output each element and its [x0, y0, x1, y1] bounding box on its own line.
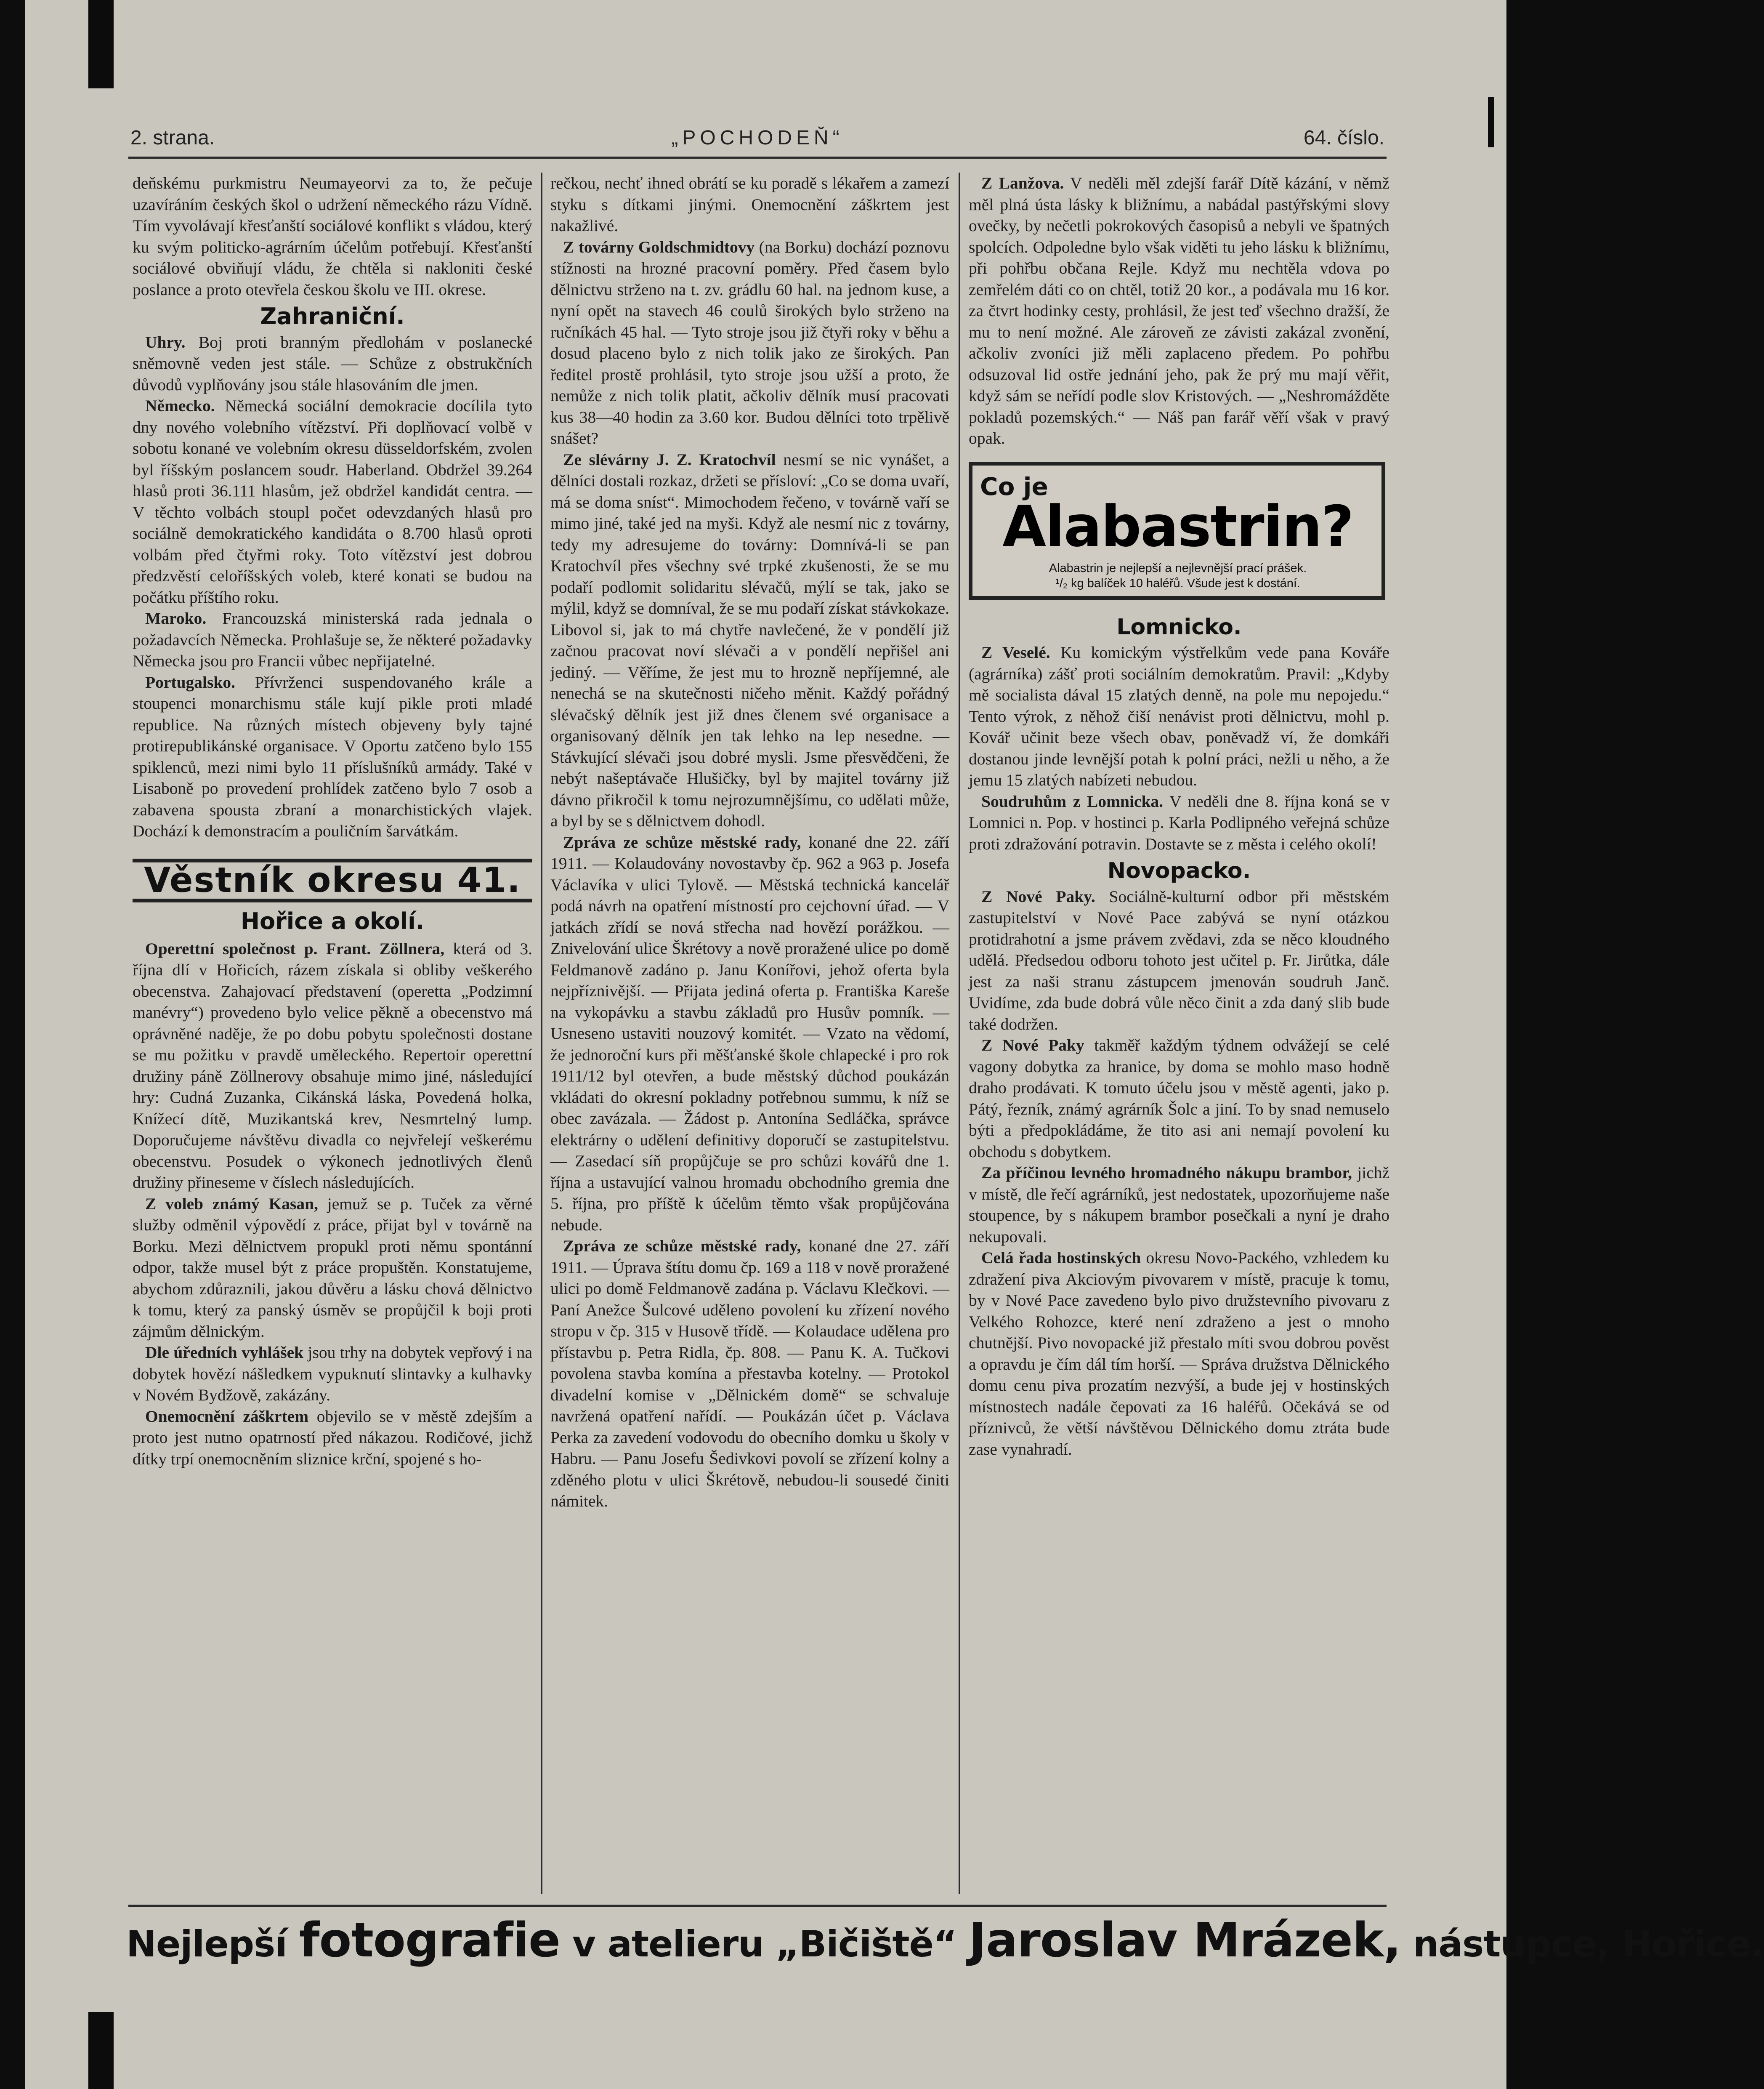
article-text: takměř každým týdnem odvážejí se celé vagony dobytka za hranice, by doma se mohlo maso hodně draho prodávati. K tomuto účelu jsou v městě agenti, jako p. Pátý, řezník, známý agrárník Šolc a jiní. To by snad nemuselo býti a předpokládáme, že tito asi ani nemají povolení ku obchodu s dobytkem.	[969, 1036, 1390, 1161]
page-number: 2. strana.	[130, 127, 215, 149]
article-title: Z Veselé.	[981, 643, 1050, 662]
photographer-advertisement	[126, 1913, 1764, 1968]
article-text: okresu Novo-Packého, vzhledem ku zdražení piva Akciovým pivovarem v místě, pracuje k tomu, by v Nové Pace zavedeno bylo pivo družstevního pivovaru z Velkého Rohozce, které není zdraženo a jest o mnoho chutnější. Pivo novopacké již přestalo míti svou dobrou pověst a opravdu je čím dál tím horší. — Správa družstva Dělnického domu cenu piva prozatím nezvýší, a bude jej v hostinských místnostech nadále čepovati za 16 haléřů. Očekává se od příznivců, že větší návštěvou Dělnického domu ztráta bude zase vynahradí.	[969, 1248, 1390, 1458]
article-lanzov	[969, 173, 1389, 449]
scan-artifact	[88, 0, 114, 88]
ad-brand-name: Alabastrin?	[1002, 493, 1353, 559]
header-rule	[128, 157, 1387, 159]
article-title: Z Nové Paky	[981, 1036, 1084, 1054]
section-heading: Novopacko.	[1107, 858, 1251, 884]
article-title: Zpráva ze schůze městské rady,	[563, 833, 801, 852]
article-text: Francouzská ministerská rada jednala o požadavcích Německa. Prohlašuje se, že některé požadavky Německa jsou pro Francii vůbec nepřijatelné.	[133, 609, 532, 670]
article-soudruhum	[969, 791, 1389, 855]
section-heading: Lomnicko.	[1116, 614, 1242, 640]
article-title: Operettní společnost p. Frant. Zöllnera,	[145, 939, 445, 958]
article-title: Z Lanžova.	[981, 174, 1064, 192]
article-zprava-1	[550, 832, 949, 1236]
vestnik-banner: Věstník okresu 41.	[133, 859, 532, 903]
article-kasan	[133, 1193, 532, 1342]
column-divider	[959, 173, 960, 1894]
article-title: Maroko.	[145, 609, 207, 628]
article-nemecko	[133, 395, 532, 608]
article-text: jemuž se p. Tuček za věrné služby odměnil výpovědí z práce, přijat byl v továrně na Borku. Mezi dělnictvem propukl proti němu spontánní odpor, takže musel být z práce propuštěn. Konstatujeme, abychom zdůraznili, jakou důvěru a lásku chová dělnictvo k tomu, který za panský úsměv se propůjčil k boji proti zájmům dělnickým.	[133, 1194, 532, 1341]
article-text: jsou trhy na dobytek vepřový i na dobytek hovězí nášledkem vypuknutí slintavky a kulhavky v Novém Bydžově, zakázány.	[133, 1343, 532, 1404]
article-text: V neděli měl zdejší farář Dítě kázání, v němž měl plná ústa lásky k bližnímu, a nabádal pastýřskými slovy ovečky, by nečetli pokrokových časopisů a nebyli ve špatných spolcích. Odpoledne bylo však viděti tu jeho lásku k bližnímu, při pohřbu občana Rejle. Když mu nechtěla vdova po zemřelém dáti co on chtěl, totiž 20 kor., a podávala mu 16 kor. za čtvrt hodinky cesty, prohlásil, že jest teď všechno dražší, že mu to není možné. Ale zároveň ze závisti zakázal zvonění, ačkoliv zvoníci již měli zaplaceno předem. Po pohřbu odsuzoval lid ostře jednání jeho, pak že prý mu mají věřit, když sám se neřídí podle slov Kristových. — „Neshromážděte pokladů pozemských.“ — Náš pan farář věří však v pravý opak.	[969, 174, 1389, 447]
scan-edge-mark	[1488, 97, 1494, 147]
page-header	[130, 126, 1384, 156]
article-zprava-2	[550, 1235, 949, 1512]
article-title: Onemocnění záškrtem	[145, 1407, 309, 1426]
article-title: Za příčinou levného hromadného nákupu brambor,	[981, 1163, 1352, 1182]
ad-word-emphasis: fotografie	[299, 1913, 560, 1968]
article-text: objevilo se v městě zdejším a proto jest nutno opatrností před nákazou. Rodičové, jichž dítky trpí onemocněním sliznice krční, spojené s ho-	[133, 1407, 533, 1468]
article-text: (na Borku) dochází poznovu stížnosti na hrozné pracovní poměry. Před časem bylo dělnictvu strženo na t. zv. grádlu 60 hal. na jednom kuse, a nyní opět na stavech 46 coulů širokých bylo strženo na ručníkách 45 hal. — Tyto stroje jsou již čtyři roky v běhu a dosud placeno bylo z nich tolik jako ze širokých. Pan ředitel prostě prohlásil, tyto stroje jsou užší a proto, že nemůže z nich tolik platit, ačkoliv dělník musí pracovati kus 38—40 hodin za 3.60 kor. Budou dělníci toto trpělivě snášet?	[550, 237, 949, 447]
article-maroko	[133, 608, 532, 672]
newspaper-page	[25, 0, 1764, 2089]
article-title: Z Nové Paky.	[981, 887, 1095, 906]
article-brambory	[969, 1162, 1389, 1247]
article-title: Zpráva ze schůze městské rady,	[563, 1237, 801, 1255]
article-text: konané dne 27. září 1911. — Úprava štítu domu čp. 169 a 118 v nově proražené ulici po domě Feldmanově zadána p. Václavu Klečkovi. — Paní Anežce Šulcové uděleno povolení ku zřízení nového stropu v čp. 315 v Husově třídě. — Kolaudace udělena pro přístavbu p. Petra Ridla, čp. 808. — Panu K. A. Tučkovi povolena stavba komína a přestavba kotelny. — Protokol divadelní komise v „Dělnickém domě“ se schvaluje navržená opatření nařídí. — Poukázán účet p. Václava Perka za zavedení vodovodu do obecního domku u školy v Habru. — Panu Josefu Šedivkovi povolí se zřízení kolny a zděného plotu v ulici Škrétově, nebudou-li sousedé činiti námitek.	[550, 1237, 950, 1510]
section-heading: Hořice a okolí.	[240, 908, 425, 934]
ad-word: v atelieru „Bičiště“	[572, 1923, 957, 1965]
article-vesele	[969, 642, 1389, 791]
article-title: Ze slévárny J. Z. Kratochvíl	[563, 450, 776, 469]
article-title: Uhry.	[145, 333, 186, 351]
article-nova-paka-1	[969, 886, 1389, 1035]
article-text: Sociálně-kulturní odbor při městském zastupitelství v Nové Pace zabývá se nyní otázkou protidrahotní a jsme právem zvědavi, zda se něco kloudného udělá. Předsedou odboru tohoto jest učitel p. Fr. Jirůtka, dále jest za naši stranu zástupcem jmenován soudruh Janč. Uvidíme, zda bude dobrá vůle něco činit a zda daný slib bude také dodržen.	[969, 887, 1390, 1033]
column-3	[969, 173, 1389, 1460]
footer-rule	[128, 1905, 1387, 1907]
section-heading: Zahraniční.	[260, 303, 405, 330]
ad-photographer-name: Jaroslav Mrázek,	[969, 1913, 1401, 1968]
newspaper-title: „POCHODEŇ“	[671, 127, 844, 149]
article-intro: deňskému purkmistru Neumayeorvi za to, že pečuje uzavíráním českých škol o udržení německého rázu Vídně. Tím vyvolávají křesťanští sociálové konflikt s vládou, který ku svým politicko-agrárním účelům potřebují. Křesťanští sociálové obviňují vládu, že chtěla si nakloniti české poslance a proto otevřela českou školu ve III. okrese.	[133, 174, 532, 299]
article-title: Celá řada hostinských	[981, 1248, 1141, 1267]
article-uredni	[133, 1342, 532, 1406]
article-text: nesmí se nic vynášet, a dělníci dostali rozkaz, držeti se přísloví: „Co se doma uvaří, má se doma sníst“. Mimochodem řečeno, v továrně vaří se mimo jiné, také jed na myši. Když ale nesmí nic z továrny, tedy my adresujeme do továrny: Domnívá-li se pan Kratochvíl přes všechny své trpké zkušenosti, že se mu podaří podlomit solidaritu slévačů, mýlí se tak, jako se mýlil, když se domníval, že se mu podaří získat stávkokaze. Libovol si, jak to má chytře navlečené, že v pondělí již začnou pracovat noví slévači a v pondělí nepřišel ani jediný. — Věříme, že jest mu to hrozně nepříjemné, ale nenechá se na skutečnosti ničeho měnit. Každý pořádný slévačský dělník jest již dnes členem své organisace a organisovaný dělník jen tak lehko na lep nesedne. — Stávkující slévači jsou dobré mysli. Jsme přesvědčeni, že nebýt našeptávače Hlušičky, byl by majitel továrny již dávno přikročil k tomu nejrozumnějšímu, co udělati může, a byl by se s dělnictvem dohodl.	[550, 450, 949, 830]
article-portugalsko	[133, 672, 532, 842]
article-text: Přívrženci suspendovaného krále a stoupenci monarchismu stále kují pikle proti mladé republice. Na různých místech objeveny byly tajné protirepublikánské organisace. V Oportu zatčeno bylo 155 spiklenců, mezi nimi bylo 11 příslušníků armády. Také v Lisaboně po provedení prohlídek zatčeno bylo 7 osob a zabavena spousta zbraní a monarchistických vlajek. Dochází k demonstracím a pouličním šarvátkám.	[133, 673, 532, 840]
article-opereta	[133, 938, 532, 1193]
article-title: Německo.	[145, 397, 215, 415]
article-onemocneni	[133, 1406, 532, 1470]
article-text: jichž v místě, dle řečí agrárníků, jest nedostatek, upozorňujeme naše stoupence, by s nákupem brambor posečkali a nyní je draho nekupovali.	[969, 1163, 1390, 1246]
ad-price: ¹/₂ kg balíček 10 haléřů. Všude jest k dostání.	[1055, 576, 1300, 590]
article-uhry	[133, 332, 532, 396]
scan-artifact	[88, 2012, 114, 2089]
alabastrin-advertisement	[969, 462, 1385, 600]
article-text: V neděli dne 8. října koná se v Lomnici n. Pop. v hostinci p. Karla Podlipného veřejná schůze proti zdražování potravin. Dostavte se z města i celého okolí!	[969, 792, 1390, 853]
article-title: Soudruhům z Lomnicka.	[981, 792, 1164, 811]
article-title: Z továrny Goldschmidtovy	[563, 237, 755, 256]
ad-word: Nejlepší	[126, 1923, 287, 1965]
article-text: Německá sociální demokracie docílila tyto dny nového volebního vítězství. Při doplňovací volbě v sobotu konané ve volebním okresu düsseldorfském, zvolen byl říšským poslancem soudr. Haberland. Obdržel 39.264 hlasů proti 36.111 hlasům, jež obdržel kandidát centra. — V těchto volbách stoupl počet odevzdaných hlasů pro sociálně demokratického kandidáta o 8.700 hlasů oproti volbám před čtyřmi roky. Toto vítězství jest dobrou předzvěstí celoříšských voleb, které konati se budou na počátku příštího roku.	[133, 397, 532, 607]
article-text: Boj proti branným předlohám v poslanecké sněmovně veden jest stále. — Schůze z obstrukčních důvodů vyplňovány jsou stále hlasováním dle jmen.	[133, 333, 532, 394]
article-hostinsti	[969, 1247, 1389, 1460]
column-divider	[541, 173, 542, 1894]
article-text: konané dne 22. září 1911. — Kolaudovány novostavby čp. 962 a 963 p. Josefa Václavíka v ulici Tylově. — Městská technická kancelář podá návrh na opatření místností pro cejchovní úřad. — V jatkách zřídí se nová střecha nad hovězí porážkou. — Znivelování ulice Škrétovy a nově proražené ulice po domě Feldmanově zadáno p. Janu Konířovi, jehož oferta byla nejpříznivější. — Přijata jediná oferta p. Františka Kareše na vykopávku a stavbu základů pro Husův pomník. — Usneseno ustaviti nouzový komitét. — Vzato na vědomí, že jednoroční kurs při měšťanské škole chlapecké i pro rok 1911/12 byl otevřen, a bude městský důchod poukázán vkládati do okresní pokladny potřebnou summu, k níž se obec zavázala. — Žádost p. Antonína Sedláčka, správce elektrárny o udělení definitivy doporučí se zastupitelstvu. — Zasedací síň propůjčuje se pro schůzi kovářů dne 1. října a ustavující valnou hromadu obchodního gremia dne 5. října, pro příště k účelům těmto však propůjčována nebude.	[550, 833, 950, 1234]
issue-number: 64. číslo.	[1303, 127, 1384, 149]
article-title: Dle úředních vyhlášek	[145, 1343, 304, 1362]
article-text: která od 3. října dlí v Hořicích, rázem získala si obliby veškerého obecenstva. Zahajovací představení (operetta „Podzimní manévry“) provedeno bylo velice pěkně a obecenstvo má oprávněné naděje, že po dobu pobytu společnosti dostane se mu požitku v pravdě uměleckého. Repertoir operettní družiny páně Zöllnerovy obsahuje mimo jiné, následující hry: Cudná Zuzanka, Cikánská láska, Povedená holka, Knížecí dítě, Muzikantská krev, Nesmrtelný lump. Doporučujeme návštěvu divadla co nejvřelejí veškerému obecenstvu. Posudek o výkonech jednotlivých členů družiny přineseme v číslech následujících.	[133, 939, 533, 1192]
ad-word: nástupce, Hořice.	[1413, 1923, 1764, 1965]
article-nova-paka-2	[969, 1035, 1389, 1162]
ad-question: Co je	[980, 472, 1048, 501]
article-title: Portugalsko.	[145, 673, 235, 692]
article-goldschmidt	[550, 237, 949, 449]
ad-tagline: Alabastrin je nejlepší a nejlevnější prací prášek.	[1049, 561, 1307, 575]
column-2	[550, 173, 949, 1512]
article-text: Ku komickým výstřelkům vede pana Kováře (agrárníka) zášť proti sociálním demokratům. Pravil: „Kdyby mě socialista dával 15 zlatých denně, na pole mu nepojedu.“ Tento výrok, z něhož čiší nenávist proti dělnictvu, mohl p. Kovář učinit beze všech obav, poněvadž ví, že domkáři dostanou jinde levnější potah k polní práci, nežli u něho, a že jemu 15 zlatých nabízeti nebudou.	[969, 643, 1389, 789]
article-slevarna	[550, 449, 949, 832]
article-continuation: rečkou, nechť ihned obrátí se ku poradě s lékařem a zamezí styku s dítkami jinými. Onemocnění záškrtem jest nakažlivé.	[550, 174, 949, 235]
column-1	[133, 173, 532, 1469]
article-title: Z voleb známý Kasan,	[145, 1194, 318, 1213]
